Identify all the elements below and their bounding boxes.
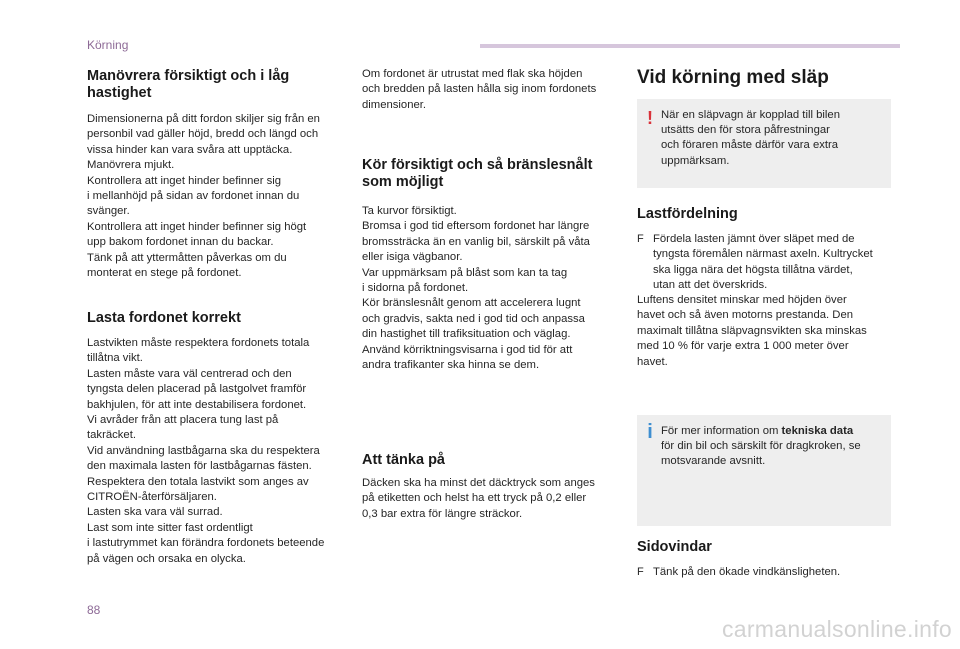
section-label: Körning xyxy=(87,38,129,52)
paragraph-load-vehicle: Lastvikten måste respektera fordonets totala tillåtna vikt. Lasten måste vara väl centrerad och den tyngsta delen placerad på lastgolvet framför bakhjulen, för att inte destabilisera fordonet. Vi avråder från att placera tung last på takräcket. Vid användning lastbågarna ska du respektera den maximala lasten för lastbågarnas fästen. Respektera den totala lastvikt som anges av CITROËN-återförsäljaren. Lasten ska vara väl surrad. Last som inte sitter fast ordentligt i lastutrymmet kan förändra fordonets beteende på vägen och orsaka en olycka. xyxy=(87,337,325,565)
heading-crosswinds: Sidovindar xyxy=(637,539,712,555)
paragraph-remember: Däcken ska ha minst det däcktryck som anges på etiketten och helst ha ett tryck på 0,2 eller 0,3 bar extra för längre sträckor. xyxy=(362,477,595,520)
bullet-icon: F xyxy=(637,566,644,578)
info-icon: i xyxy=(647,421,653,443)
heading-maneuver: Manövrera försiktigt och i låg hastighet xyxy=(87,68,290,101)
heading-drive-carefully: Kör försiktigt och så bränslesnålt som möjligt xyxy=(362,157,593,190)
watermark: carmanualsonline.info xyxy=(721,616,952,642)
bullet-text-wind: Tänk på den ökade vindkänsligheten. xyxy=(653,566,841,578)
list-item-crosswinds xyxy=(637,565,899,580)
paragraph-maneuver: Dimensionerna på ditt fordon skiljer sig från en personbil vad gäller höjd, bredd och längd och vissa hinder kan vara svåra att upptäcka. Manövrera mjukt. Kontrollera att inget hinder befinner sig i mellanhöjd på sidan av fordonet innan du svänger. Kontrollera att inget hinder befinner sig högt upp bakom fordonet innan du backar. Tänk på att yttermåtten påverkas om du monterat en stege på fordonet. xyxy=(87,113,320,280)
list-item-load-distribution xyxy=(637,232,899,294)
info-text-pre: För mer information om xyxy=(661,425,782,437)
paragraph-air-density: Luftens densitet minskar med höjden över havet och så även motorns prestanda. Den maximalt tillåtna släpvagnsvikten ska minskas med 10 % för varje extra 1 000 meter över havet. xyxy=(637,294,867,368)
bullet-text-load: Fördela lasten jämnt över släpet med de tyngsta föremålen närmast axeln. Kultrycket ska ligga nära det högsta tillåtna värdet, utan att det överskrids. xyxy=(653,233,873,292)
heading-load-distribution: Lastfördelning xyxy=(637,206,738,222)
heading-towing: Vid körning med släp xyxy=(637,67,829,88)
warning-box xyxy=(637,99,891,188)
warning-icon: ! xyxy=(647,108,653,128)
info-text-post: för din bil och särskilt för dragkroken, se motsvarande avsnitt. xyxy=(661,440,861,468)
page-number: 88 xyxy=(87,603,101,617)
header-bar xyxy=(480,44,900,48)
info-link-technical-data: tekniska data xyxy=(781,425,854,437)
paragraph-platform: Om fordonet är utrustat med flak ska höjden och bredden på lasten hålla sig inom fordonets dimensioner. xyxy=(362,68,597,111)
heading-load-vehicle: Lasta fordonet korrekt xyxy=(87,310,241,326)
heading-remember: Att tänka på xyxy=(362,452,445,468)
paragraph-drive-carefully: Ta kurvor försiktigt. Bromsa i god tid eftersom fordonet har längre bromssträcka än en vanlig bil, särskilt på våta eller isiga vägbanor. Var uppmärksam på blåst som kan ta tag i sidorna på fordonet. Kör bränslesnålt genom att accelerera lugnt och gradvis, sakta ned i god tid och anpassa din hastighet till trafiksituation och väglag. Använd körriktningsvisarna i god tid för att andra trafikanter ska hinna se dem. xyxy=(362,205,590,372)
info-box xyxy=(637,415,891,526)
warning-text: När en släpvagn är kopplad till bilen utsätts den för stora påfrestningar och föraren måste därför vara extra uppmärksam. xyxy=(661,109,840,167)
info-text xyxy=(661,424,883,470)
bullet-icon: F xyxy=(637,233,644,245)
